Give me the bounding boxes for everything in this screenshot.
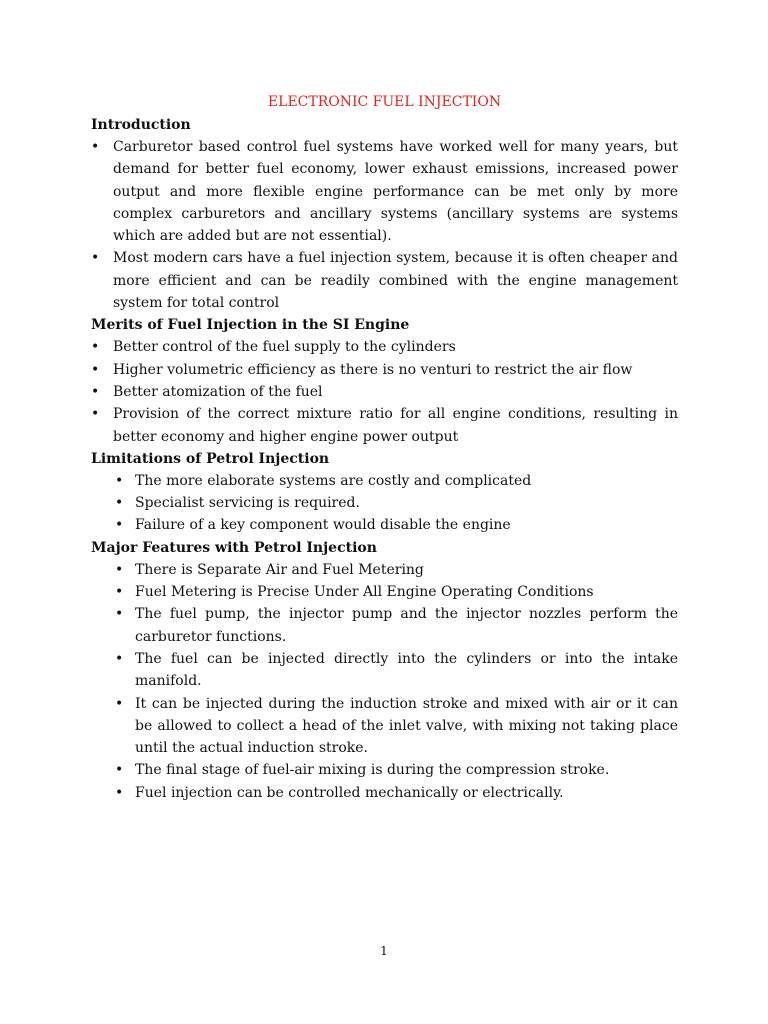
bullet-icon: •	[115, 762, 124, 779]
bullet-icon: •	[115, 517, 124, 534]
list-item	[91, 403, 678, 448]
list-item	[91, 247, 678, 314]
bullet-icon: •	[115, 561, 124, 578]
list-item	[91, 693, 678, 760]
list-item-text: There is Separate Air and Fuel Metering	[135, 561, 424, 578]
list-item-text: The more elaborate systems are costly and complicated	[135, 472, 532, 489]
list-item-text: The final stage of fuel-air mixing is during the compression stroke.	[135, 762, 610, 779]
list-item-text: Better atomization of the fuel	[113, 383, 323, 400]
section-heading: Limitations of Petrol Injection	[91, 450, 330, 467]
list-item	[91, 603, 678, 648]
document-page	[91, 91, 678, 804]
list-item	[91, 559, 678, 581]
bullet-icon: •	[91, 339, 100, 356]
list-item-text: The fuel pump, the injector pump and the injector nozzles perform the carburetor functions.	[135, 606, 678, 645]
bullet-icon: •	[91, 406, 100, 423]
bullet-list	[91, 336, 678, 447]
list-item-text: Better control of the fuel supply to the cylinders	[113, 339, 456, 356]
bullet-icon: •	[115, 495, 124, 512]
list-item	[91, 759, 678, 781]
list-item-text: Higher volumetric efficiency as there is no venturi to restrict the air flow	[113, 361, 633, 378]
list-item-text: Failure of a key component would disable the engine	[135, 517, 511, 534]
bullet-icon: •	[91, 383, 100, 400]
bullet-list	[91, 559, 678, 804]
list-item-text: Carburetor based control fuel systems have worked well for many years, but demand for better fuel economy, lower exhaust emissions, increased power output and more flexible engine performance can be met only by more complex carburetors and ancillary systems (ancillary systems are systems which are added but are not essential).	[113, 139, 678, 245]
list-item	[91, 782, 678, 804]
list-item-text: Fuel Metering is Precise Under All Engine Operating Conditions	[135, 584, 594, 601]
section-limitations	[91, 448, 678, 537]
section-introduction	[91, 114, 678, 314]
list-item	[91, 648, 678, 693]
list-item	[91, 470, 678, 492]
list-item	[91, 514, 678, 536]
list-item	[91, 359, 678, 381]
bullet-icon: •	[115, 584, 124, 601]
list-item-text: The fuel can be injected directly into the cylinders or into the intake manifold.	[135, 650, 678, 690]
list-item-text: Most modern cars have a fuel injection system, because it is often cheaper and more efficient and can be readily combined with the engine management system for total control	[113, 250, 678, 312]
list-item	[91, 136, 678, 247]
section-heading: Introduction	[91, 117, 191, 133]
bullet-list	[91, 470, 678, 537]
section-merits	[91, 314, 678, 447]
list-item-text: Provision of the correct mixture ratio for all engine conditions, resulting in better economy and higher engine power output	[113, 406, 678, 445]
list-item	[91, 381, 678, 403]
list-item	[91, 581, 678, 603]
list-item-text: Specialist servicing is required.	[135, 495, 360, 512]
bullet-icon: •	[115, 472, 124, 489]
bullet-icon: •	[115, 784, 124, 801]
page-number: 1	[380, 944, 388, 958]
document-title: ELECTRONIC FUEL INJECTION	[267, 94, 502, 110]
bullet-icon: •	[91, 250, 100, 267]
section-heading: Major Features with Petrol Injection	[91, 539, 377, 556]
list-item-text: It can be injected during the induction stroke and mixed with air or it can be allowed to collect a head of the inlet valve, with mixing not taking place until the actual induction stroke.	[135, 695, 678, 757]
bullet-list	[91, 136, 678, 314]
bullet-icon: •	[115, 650, 124, 667]
list-item-text: Fuel injection can be controlled mechanically or electrically.	[135, 784, 564, 801]
bullet-icon: •	[115, 695, 124, 712]
list-item	[91, 336, 678, 358]
section-major-features	[91, 537, 678, 804]
bullet-icon: •	[91, 361, 100, 378]
bullet-icon: •	[91, 139, 100, 155]
section-heading: Merits of Fuel Injection in the SI Engine	[91, 317, 410, 334]
bullet-icon: •	[115, 606, 124, 623]
list-item	[91, 492, 678, 514]
